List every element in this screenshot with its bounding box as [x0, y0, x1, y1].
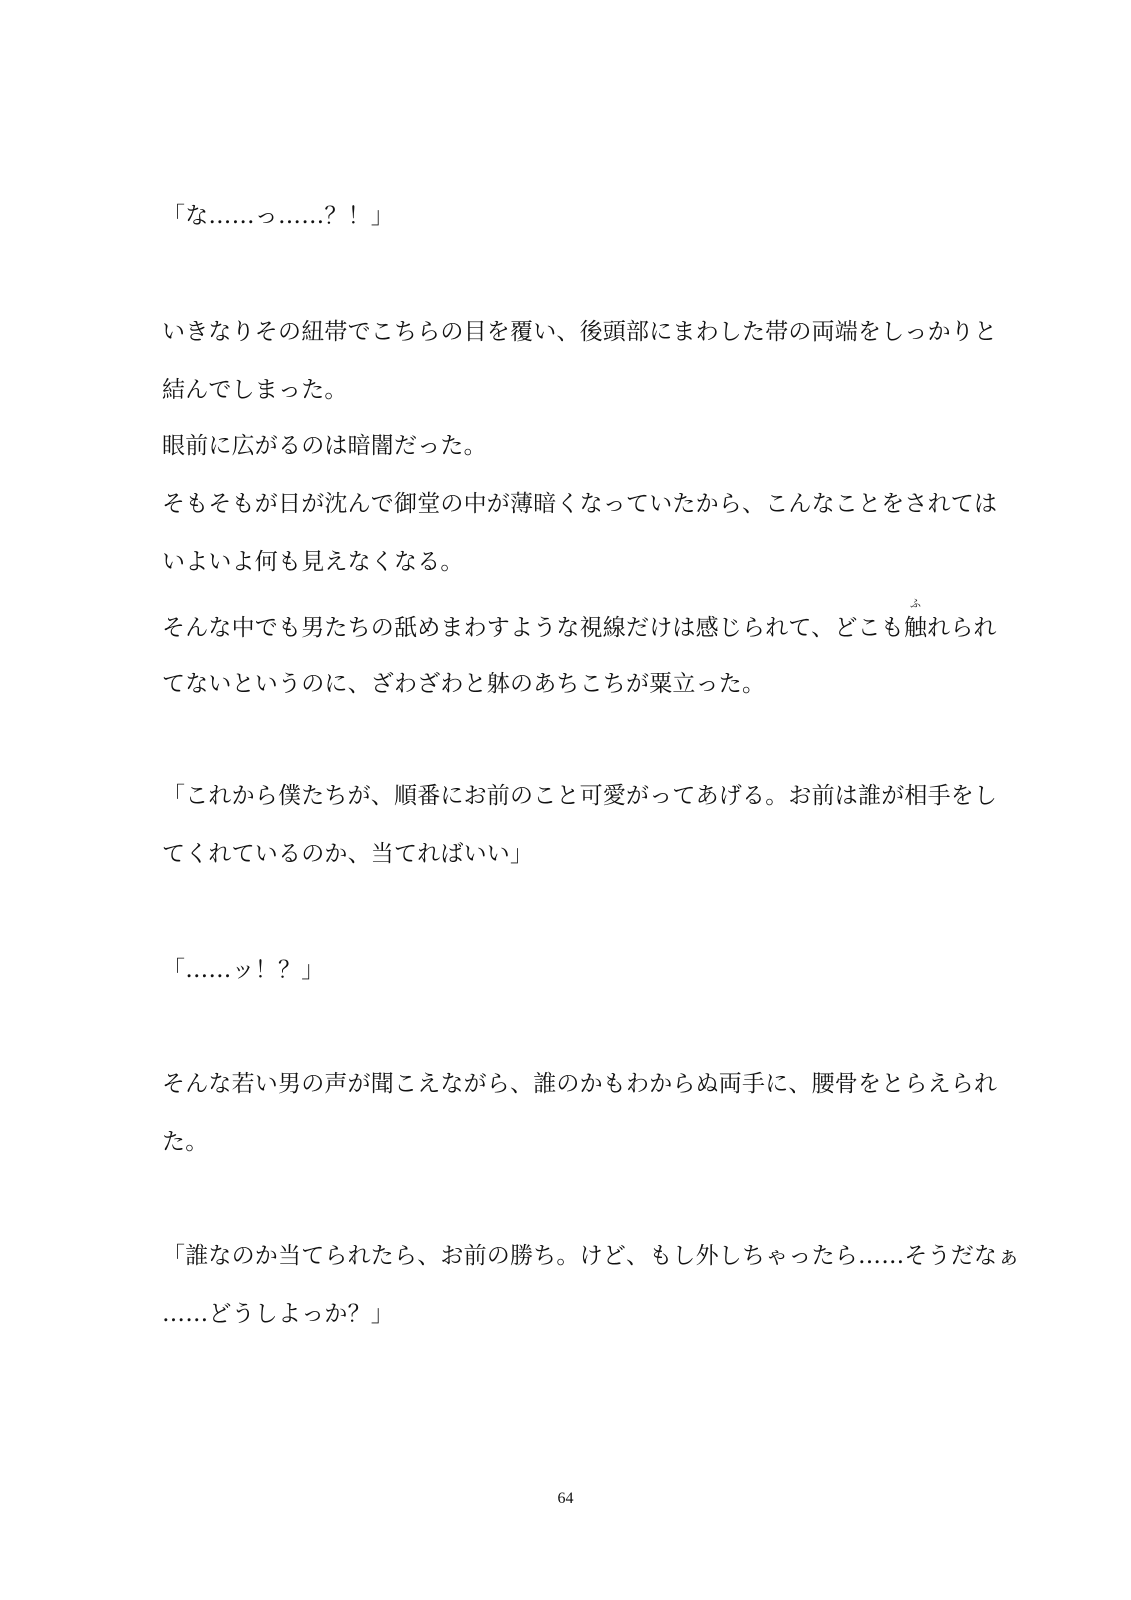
ruby-line-after: れられ [927, 615, 997, 641]
ruby-base-text: 触 [903, 615, 928, 641]
text-line: 「な……っ……？！」 [162, 203, 394, 229]
text-line: いよいよ何も見えなくなる。 [162, 549, 464, 575]
text-line-with-ruby [162, 597, 997, 644]
text-line: た。 [162, 1129, 209, 1155]
text-line: 結んでしまった。 [162, 377, 348, 403]
text-line: 「……ッ！？」 [162, 957, 325, 983]
text-line: そんな若い男の声が聞こえながら、誰のかもわからぬ両手に、腰骨をとらえられ [162, 1071, 998, 1097]
ruby-base-character [903, 597, 928, 644]
text-line: 眼前に広がるのは暗闇だった。 [162, 433, 487, 459]
text-line: ……どうしよっか？」 [162, 1301, 394, 1327]
text-line: 「これから僕たちが、順番にお前のこと可愛がってあげる。お前は誰が相手をし [162, 783, 998, 809]
text-line: てないというのに、ざわざわと躰のあちこちが粟立った。 [162, 671, 766, 697]
page-number: 64 [557, 1490, 574, 1507]
text-line: そもそもが日が沈んで御堂の中が薄暗くなっていたから、こんなことをされては [162, 491, 998, 517]
text-line: いきなりその紐帯でこちらの目を覆い、後頭部にまわした帯の両端をしっかりと [162, 319, 998, 345]
text-line: てくれているのか、当てればいい」 [162, 841, 534, 867]
ruby-reading: ふ [909, 597, 922, 610]
text-line: 「誰なのか当てられたら、お前の勝ち。けど、もし外しちゃったら……そうだなぁ [162, 1243, 1021, 1269]
ruby-line-before: そんな中でも男たちの舐めまわすような視線だけは感じられて、どこも [162, 615, 904, 641]
